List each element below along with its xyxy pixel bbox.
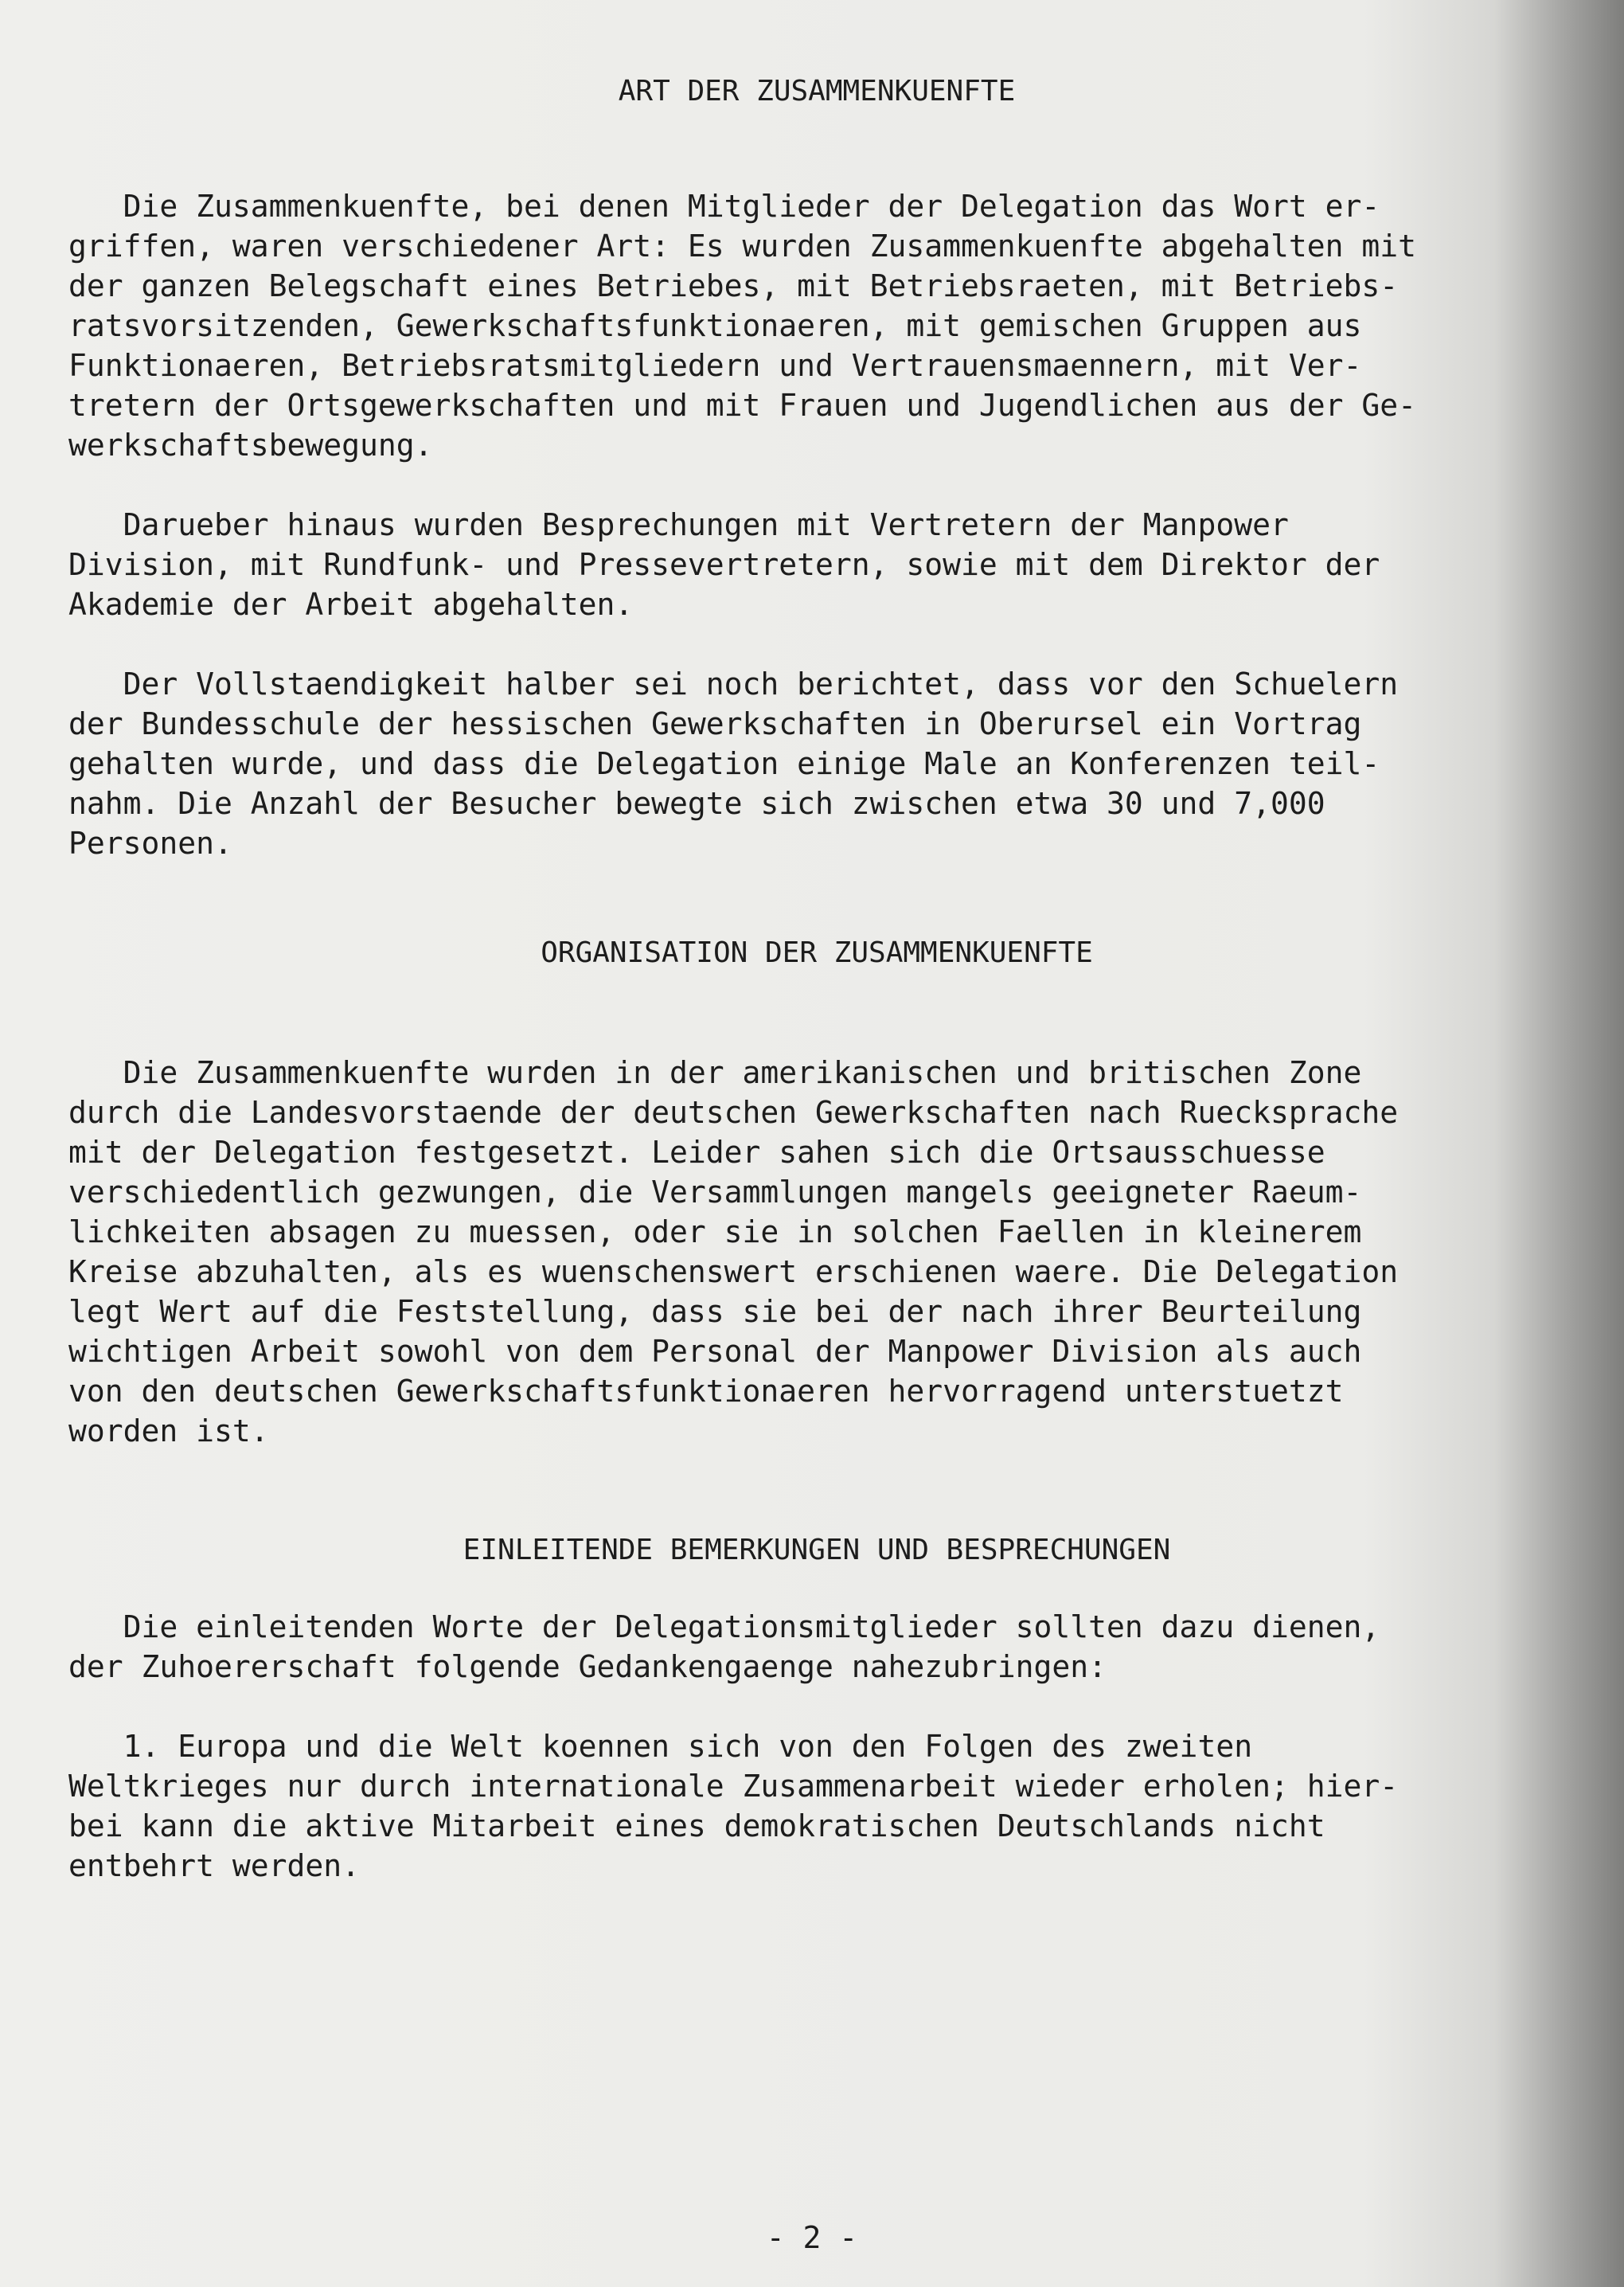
page-number: - 2 - — [766, 2220, 858, 2255]
section-heading-einleitende: EINLEITENDE BEMERKUNGEN UND BESPRECHUNGEN — [463, 1534, 1171, 1566]
section-heading-organisation: ORGANISATION DER ZUSAMMENKUENFTE — [541, 936, 1093, 969]
document-body — [68, 72, 1565, 1886]
paragraph-organisation: Die Zusammenkuenfte wurden in der amerikanischen und britischen Zone durch die Landesvorstaende der deutschen Gewerkschaften nach Ruecksprache mit der Delegation festgesetzt. Leider sahen sich die Ortsausschuesse verschiedentlich gezwungen, die Versammlungen mangels geeigneter Raeum- lichkeiten absagen zu muessen, oder sie in solchen Faellen in kleinerem Kreise abzuhalten, als es wuenschenswert erschienen waere. Die Delegation legt Wert auf die Feststellung, dass sie bei der nach ihrer Beurteilung wichtigen Arbeit sowohl von dem Personal der Manpower Division als auch von den deutschen Gewerkschaftsfunktionaeren hervorragend unterstuetzt worden ist. — [68, 1055, 1399, 1448]
paragraph-art-der-zusammenkuenfte: Die Zusammenkuenfte, bei denen Mitglieder der Delegation das Wort er- griffen, waren verschiedener Art: Es wurden Zusammenkuenfte abgehalten mit der ganzen Belegschaft eines Betriebes, mit Betriebsraeten, mit Betriebs- ratsvorsitzenden, Gewerkschaftsfunktionaeren, mit gemischen Gruppen aus Funktionaeren, Betriebsratsmitgliedern und Vertrauensmaennern, mit Ver- tretern der Ortsgewerkschaften und mit Frauen und Jugendlichen aus der Ge- werkschaftsbewegung. — [68, 189, 1416, 463]
paragraph-besprechungen: Darueber hinaus wurden Besprechungen mit Vertretern der Manpower Division, mit Rundfunk- und Pressevertretern, sowie mit dem Direktor der Akademie der Arbeit abgehalten. — [68, 507, 1380, 622]
paragraph-point-1: 1. Europa und die Welt koennen sich von den Folgen des zweiten Weltkrieges nur durch internationale Zusammenarbeit wieder erholen; hier- bei kann die aktive Mitarbeit eines demokratischen Deutschlands nicht entbehrt werden. — [68, 1729, 1399, 1883]
section-heading-art: ART DER ZUSAMMENKUENFTE — [618, 75, 1016, 108]
paragraph-einleitende-worte: Die einleitenden Worte der Delegationsmitglieder sollten dazu dienen, der Zuhoererschaft folgende Gedankengaenge nahezubringen: — [68, 1609, 1380, 1684]
paragraph-vollstaendigkeit: Der Vollstaendigkeit halber sei noch berichtet, dass vor den Schuelern der Bundesschule der hessischen Gewerkschaften in Oberursel ein Vortrag gehalten wurde, und dass die Delegation einige Male an Konferenzen teil- nahm. Die Anzahl der Besucher bewegte sich zwischen etwa 30 und 7,000 Personen. — [68, 667, 1399, 861]
